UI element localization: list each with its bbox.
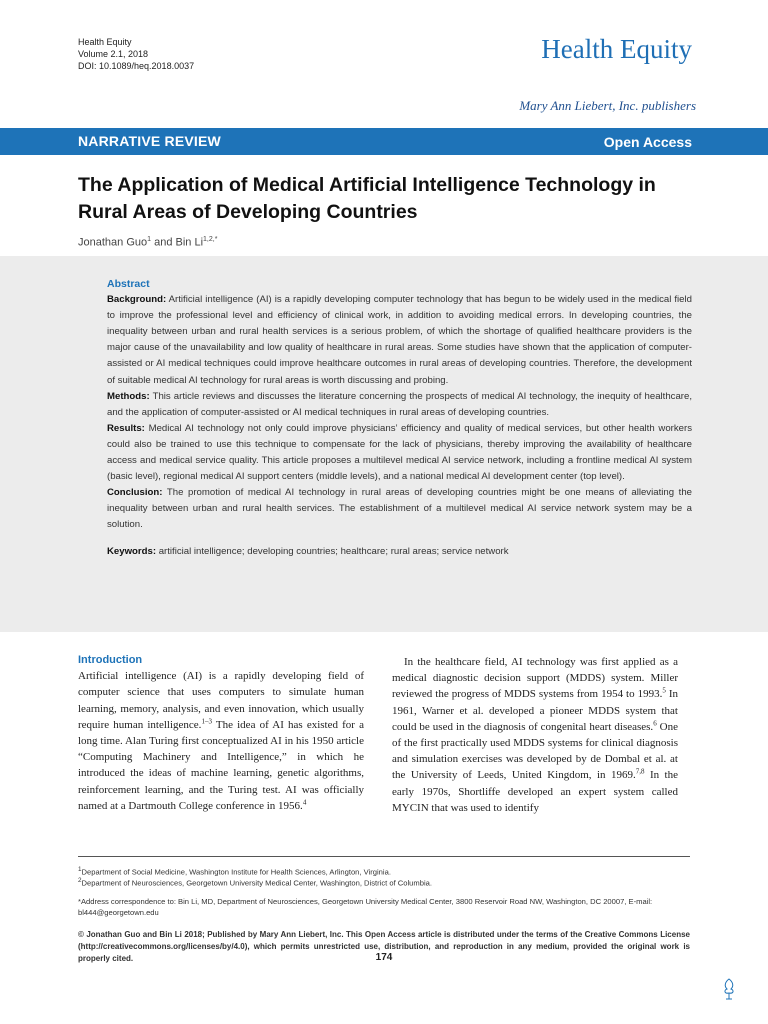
- citation[interactable]: 1–3: [201, 717, 212, 726]
- keywords-text: artificial intelligence; developing countries; healthcare; rural areas; service network: [158, 545, 509, 557]
- volume-info: Volume 2.1, 2018: [78, 49, 149, 59]
- author-name: Jonathan Guo: [78, 236, 148, 249]
- footnote-text: Department of Neurosciences, Georgetown University Medical Center, Washington, District of Columbia.: [81, 878, 432, 888]
- license-statement: © Jonathan Guo and Bin Li 2018; Published by Mary Ann Liebert, Inc. This Open Access article is distributed under the terms of the Creative Commons License (http://creativecommons.org/licenses/by/4.0), which permits unrestricted use, distribution, and reproduction in any medium, provided the original work is properly cited.: [78, 930, 690, 963]
- text: One of the first practically used MDDS systems for clinical diagnosis and simulation exercises was developed by de Dombal et al. at the University of Leeds, United Kingdom, in 1969.: [392, 720, 679, 782]
- footnote-divider: [78, 856, 690, 857]
- text: In the healthcare field, AI technology was first applied as a medical diagnostic decision support (MDDS) system. Miller reviewed the progress of MDDS systems from 1954 to 1993.: [392, 656, 678, 701]
- abstract-results: [107, 421, 692, 485]
- author-name: Bin Li: [175, 236, 204, 249]
- label: Methods:: [107, 390, 150, 402]
- paragraph: [392, 654, 678, 816]
- footnote-marker: 1: [78, 866, 82, 873]
- footnote-text: Department of Social Medicine, Washington Institute for Health Sciences, Arlington, Virginia.: [81, 867, 391, 877]
- citation[interactable]: 7,8: [635, 767, 645, 776]
- label: Results:: [107, 422, 145, 434]
- abstract-heading: Abstract: [107, 278, 150, 290]
- journal-meta: [78, 36, 194, 72]
- article-type: NARRATIVE REVIEW: [78, 133, 221, 149]
- journal-name: Health Equity: [78, 37, 132, 47]
- author-list: [78, 236, 217, 249]
- affiliation-marker: 1,2,*: [203, 236, 218, 243]
- text: The idea of AI has existed for a long time. Alan Turing first conceptualized AI in his 1950 article “Computing Machinery and Intelligence,” in which he introduced the ideas of machine learning, genetic algorithms, reinforcement learning, and the Turing test. AI was officially named at a Dartmouth College conference in 1956.: [78, 718, 364, 812]
- label: Background:: [107, 294, 167, 306]
- body-column-left: [78, 652, 364, 814]
- citation[interactable]: 6: [653, 719, 657, 728]
- publisher-logo: Mary Ann Liebert, Inc. publishers: [519, 98, 696, 113]
- footnote-marker: 2: [78, 877, 82, 884]
- affiliation-marker: 1: [147, 236, 152, 243]
- body-column-right: [392, 654, 678, 816]
- abstract-conclusion: [107, 485, 692, 533]
- text: In the early 1970s, Shortliffe developed an expert system called MYCIN that was used to identify: [392, 769, 678, 814]
- open-access-label: Open Access: [603, 134, 692, 150]
- citation[interactable]: 4: [302, 798, 307, 807]
- abstract-text: The promotion of medical AI technology in rural areas of developing countries might be one means of alleviating the inequality between urban and rural health services. The establishment of a multilevel medical AI service network system may be a solution.: [107, 487, 692, 531]
- abstract-background: [107, 292, 692, 389]
- author-separator: and: [151, 236, 176, 249]
- abstract-text: Medical AI technology not only could improve physicians’ efficiency and quality of medical services, but other health workers could also be trained to use this technique to compensate for the lack of physicians, thereby improving the availability of healthcare access and medical service quality. This article proposes a multilevel medical AI service network, including a frontline medical AI system (basic level), regional medical AI support centers (middle levels), and a national medical AI development center (top level).: [107, 422, 692, 483]
- paragraph: [78, 668, 364, 814]
- abstract-text: This article reviews and discusses the literature concerning the prospects of medical AI technology, the inequity of healthcare, and the application of computer-assisted or AI medical techniques in rural areas of developing countries.: [107, 390, 692, 418]
- abstract: [107, 276, 692, 560]
- abstract-text: Artificial intelligence (AI) is a rapidly developing computer technology that has begun to be widely used in the medical field to improve the professional level and efficiency of clinical work, in addition to avoiding medical errors. In developing countries, the inequality between urban and rural health services is a serious problem, of which the shortage of qualified healthcare providers is the major cause of the unavailability and low quality of healthcare in rural areas. Some studies have shown that the application of computer-assisted or AI medical techniques could improve healthcare outcomes in rural areas of developing countries. Therefore, the development of suitable medical AI technology for rural areas is worth discussing and probing.: [107, 294, 692, 386]
- abstract-methods: [107, 389, 692, 421]
- citation[interactable]: 5: [662, 686, 666, 695]
- section-heading: Introduction: [78, 654, 143, 666]
- keywords: [107, 544, 692, 560]
- correspondence-footnote: *Address correspondence to: Bin Li, MD, Department of Neurosciences, Georgetown University Medical Center, 3800 Reservoir Road NW, Washington, DC 20007, E-mail: bl444@georgetown.edu: [78, 897, 653, 917]
- page-number: 174: [375, 952, 393, 963]
- text: In 1961, Warner et al. developed a pioneer MDDS system that could be used in the diagnosis of congenital heart diseases.: [392, 688, 678, 733]
- publisher-seal-icon: [720, 978, 738, 1000]
- footnote-affiliation-2: [78, 875, 690, 889]
- doi: DOI: 10.1089/heq.2018.0037: [78, 61, 195, 71]
- text: Artificial intelligence (AI) is a rapidly developing field of computer science that uses computers to simulate human learning, memory, analysis, and even innovation, which usually require human intelligence.: [78, 670, 364, 731]
- label: Keywords:: [107, 545, 157, 557]
- journal-title: Health Equity: [541, 34, 692, 64]
- article-title: The Application of Medical Artificial Intelligence Technology in Rural Areas of Developing Countries: [78, 174, 656, 223]
- label: Conclusion:: [107, 487, 163, 499]
